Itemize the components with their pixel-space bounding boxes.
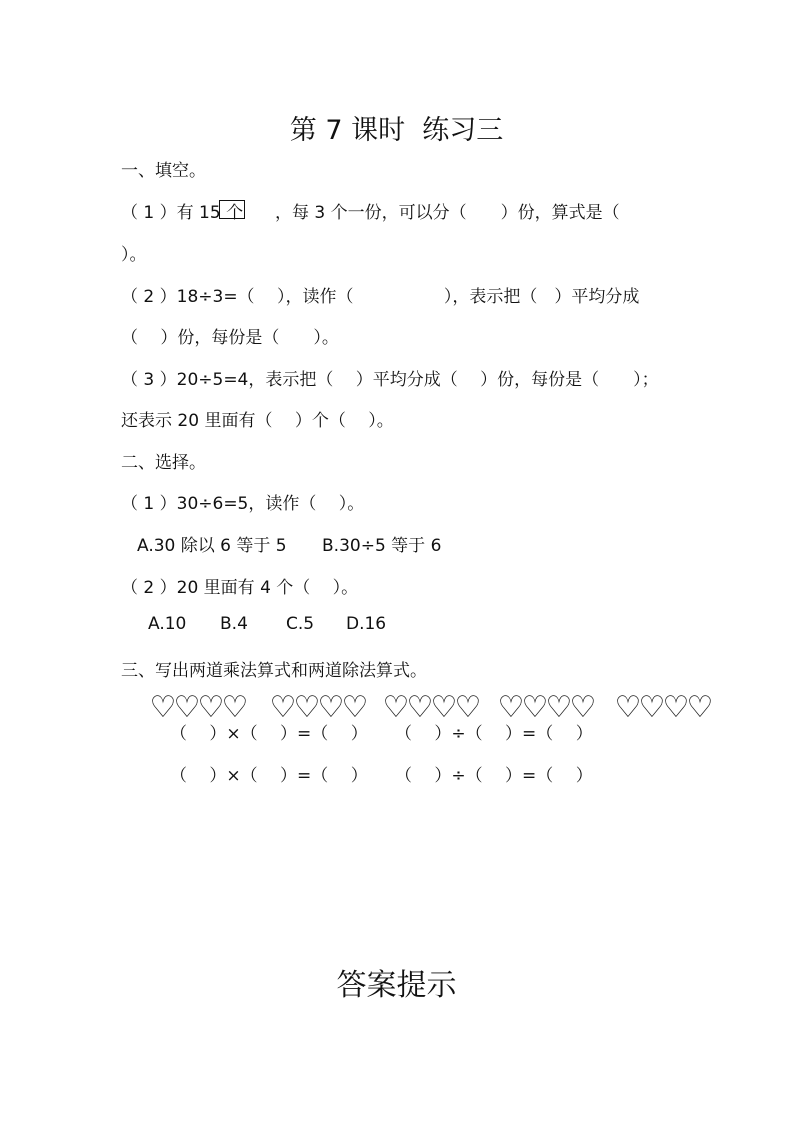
s1-q1-part3: ）。 [121,245,147,265]
section2-heading: 二、选择。 [121,453,206,473]
s2-q1-option-b: B.30÷5 等于 6 [322,536,442,556]
heart-icon: ♡ [341,690,363,725]
mult-formula-1: （ ）×（ ）=（ ） [170,724,368,744]
s2-q1: （ 1 ）30÷6=5，读作（ ）。 [121,494,365,514]
heart-icon: ♡ [521,690,543,725]
div-formula-2: （ ）÷（ ）=（ ） [395,766,593,786]
s1-q1-part2: ，每 3 个一份，可以分（ ）份，算式是（ [275,203,620,223]
heart-icon: ♡ [662,690,684,725]
s2-q2: （ 2 ）20 里面有 4 个（ ）。 [121,578,359,598]
s2-q2-option-b: B.4 [220,614,248,634]
heart-icon: ♡ [638,690,660,725]
heart-icon: ♡ [382,690,404,725]
s1-q3-line1: （ 3 ）20÷5=4，表示把（ ）平均分成（ ）份，每份是（ ）； [121,370,659,390]
s1-q3-line2: 还表示 20 里面有（ ）个（ ）。 [121,411,394,431]
heart-icon: ♡ [430,690,452,725]
heart-icon: ♡ [497,690,519,725]
s1-q1-part1: （ 1 ）有 15 个 [121,203,244,223]
heart-group-5 [613,690,709,725]
s2-q2-option-c: C.5 [286,614,315,634]
heart-icon: ♡ [317,690,339,725]
heart-icon: ♡ [149,690,171,725]
heart-icon: ♡ [269,690,291,725]
div-formula-1: （ ）÷（ ）=（ ） [395,724,593,744]
s2-q2-option-a: A.10 [148,614,187,634]
heart-icon: ♡ [221,690,243,725]
fill-box [219,200,245,219]
heart-icon: ♡ [545,690,567,725]
heart-icon: ♡ [454,690,476,725]
heart-icon: ♡ [614,690,636,725]
s2-q2-option-d: D.16 [346,614,387,634]
s1-q2-line1: （ 2 ）18÷3=（ ），读作（ ），表示把（ ）平均分成 [121,287,640,307]
section1-heading: 一、填空。 [121,161,206,181]
heart-icon: ♡ [173,690,195,725]
heart-icon: ♡ [569,690,591,725]
page-title: 第 7 课时 练习三 [289,115,504,146]
s2-q1-option-a: A.30 除以 6 等于 5 [137,536,287,556]
s1-q2-line2: （ ）份，每份是（ ）。 [121,328,339,348]
heart-icon: ♡ [406,690,428,725]
heart-icon: ♡ [293,690,315,725]
heart-icon: ♡ [197,690,219,725]
heart-icon: ♡ [686,690,708,725]
section3-heading: 三、写出两道乘法算式和两道除法算式。 [121,661,427,681]
answer-heading: 答案提示 [336,968,457,1003]
mult-formula-2: （ ）×（ ）=（ ） [170,766,368,786]
